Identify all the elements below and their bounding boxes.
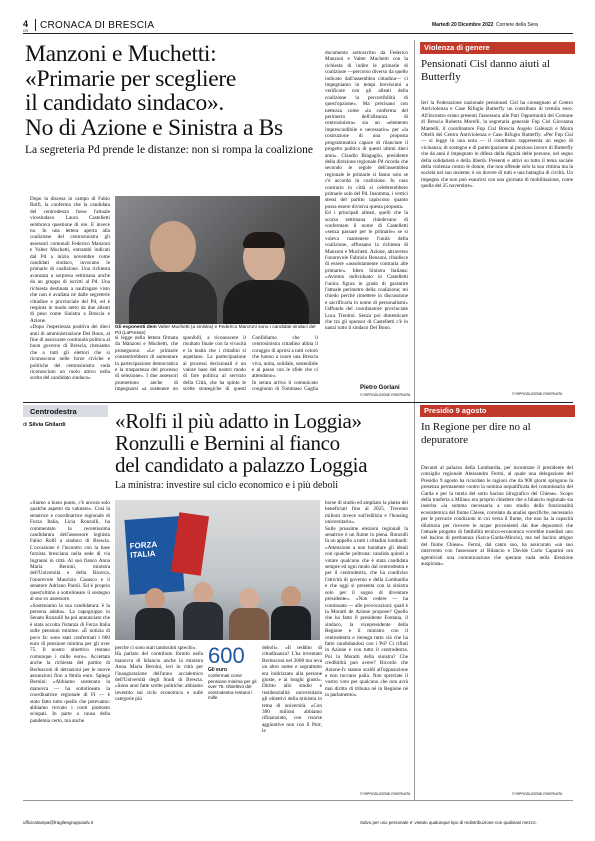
main-col-5: documento sottoscritto da Federico Manzoni e Valter Muchetti con la richiesta di indire le primarie di coalizione —percorso diverso da quello indicato dall'assemblea cittadina— ci impegniamo in tempi brevissimi a verificare con gli alleati della coalizione la percorribilità di quest'opzione». Ma precisano con nettezza come «la conferma del perimetro dell'alleanza di centrosinistra» sia un «elemento imprescindibile e necessario» per «la costruzione di una proposta programmatica capace di rilanciare il progetto politico di questi ultimi dieci anni». Claudio Bragaglio, presidente della direzione regionale Pd ricorda che secondo le regole dell'assemblea regionale le primarie si fanno solo se c'è accordo in coalizione. In caso contrario in città si celebrerebbero primarie solo del Pd. Insomma, i vertici stessi del partito capiscono quanto possa essere divisiva questa proposta. Ed i principali alleati, quelli che la scorsa settimana chiedevano di confermare il nome di Castelletti «senza passare per le primarie» se si voleva mantenere l'unità della coalizione, affossano la richiesta di Manzoni e Muchetti. Azione, attraverso l'onorevole Fabrizio Benzoni, ribadisce di essere «assolutamente contraria alle primarie». Idem Sinistra Italiana: «Avremo individuato in Castelletti l'unica figura in grado di garantire l'attuale perimetro della coalizione; mi chiedo perché rimettere in discussione e sacrificarla in nome di personalismi» l'affondo del coordinatore provinciale Luca Trentini. Senza poi dimenticare che tra gli sponsor di Castelletti c'è in nanzi tutto il sindaco Del Bono. <box>325 50 408 332</box>
caption-text: Valter Muchetti (a sinistra) e Federico Manzoni sono i candidati sindaci del Pd (LaPresse) <box>115 325 316 336</box>
main-copyright: © RIPRODUZIONE RISERVATA <box>360 393 411 397</box>
caption-bold: Gli esponenti dem <box>115 325 157 330</box>
footer-left: ufficiostampa@fragilesgruppoadv.it <box>23 820 93 825</box>
person-right-body <box>223 280 309 324</box>
person-right-hair <box>243 232 285 248</box>
second-col-3: deboli». «Il reddito di cittadinanza? L'ha inventato Berlusconi nel 2008 ma ieva un altro nome e soprattutto era indirizzato alla persone giuste, e ai luoghi giusti». Diritto allo studio e residenzialità universitaria gli obiettivi della ministra in tema di università. «Con 300 milioni abbiamo rifinanziato, con risorse aggiuntive non con il Pnrr, le <box>262 645 322 735</box>
main-photo <box>115 196 320 324</box>
byline-name: Silvia Ghilardi <box>28 422 66 428</box>
person-b <box>193 582 213 604</box>
stat-unit: Gli euro <box>208 667 227 673</box>
sidebar-top-copyright: © RIPRODUZIONE RISERVATA <box>512 392 563 396</box>
main-subhead: La segreteria Pd prende le distanze: non si rompa la coalizione <box>25 144 314 156</box>
main-col-4: Confidiamo che il centrosinistra cittadino abbia il coraggio di aprirsi a tutti coloro che hanno a cuore una Brescia viva, unita, solidale, sostenibile e al passo con le sfide che ci attendono». In serata arriva il comunicato congiunto di Tommaso Gaglia <box>252 335 318 393</box>
main-col-1: Dopo la discesa in campo di Fabio Rolfi, la conferma che la candidata del centrodestra fosse l'attuale vicesindaco Laura Castelletti sembrava questione di ore. E invece no. In una lettera aperta alla coalizione del centrosinistra gli assessori comunali Federico Manzoni e Valter Muchetti, entrambi indicati dal Pd a inizio novembre come candidati sindaco, invocano le primarie di coalizione. Una richiesta avanzata a sorpresa settimana anche da un gruppo di iscritti al Pd. Una richiesta destinata a naufragare visto che non è avallata né dalle segreterie cittadine e provinciale del Pd, ed è respinta in modo netto da due alleati di peso come Sinistra a Brescia e Azione. «Dopo l'esperienza positiva dei dieci anni di amministrazione Del Bono, al fine di assicurare continuità politica al buon governo di Brescia, riteniamo che a tutti gli elettori che si riconoscono nelle forze civiche e politiche del centrosinistra vada riconosciuto un ruolo attivo nella scelta del candidato sindaco» <box>30 196 110 382</box>
sidebar-bottom-body: Davanti al palazzo della Lombardia, per incontrare il presidente del consiglio regionale Alessandro Fermi, al quale una delegazione del Presidio 9 agosto ha ricordato le ragioni che da 900 giorni spingono la presenza permanente contro la nomina inqualificata del commissario del Garda e per la tutela del sotto bacino idrografico del Chiese». Scopo della trasferta a Milano era proprio chiedere che a bilancio regionale sia inserita «la somma necessaria a uno studio della funzionalità ecosistemica del fiume Chiese, correlato da analisi specifiche, necessario per le precarie condizioni in cui versa il fiume, che non ha la capacità diluitoria per ricevere le acque provenienti dai due depuratori che l'attuale progetto di fattibilità tecnico-economica vorrebbe insediati uno nel bacino di pertinenza (Sarca-Garda-Mincio), ma nel bacino attiguo del fiume Chiese». Fermi, dal canto suo, ha assicurato «un suo intervento con l'assessore al Bilancio e Davide Carlo Caparini ora agentivisti una comunicazione che sperano vada nella direzione auspicata». <box>421 465 573 568</box>
person-c <box>239 588 259 610</box>
second-byline <box>23 422 66 428</box>
person-b-body <box>183 602 223 640</box>
person-d-body <box>271 606 311 640</box>
sidebar-top-body: Ieri la Federazione nazionale pensionati Cisl ha consegnato al Centro Antiviolenza e Case Rifugio Butterfly un contributo di tremila euro. All'incontro erano presenti l'assessora alle Pari Opportunità del Comune di Brescia Roberta Morelli, la segretaria generale Fnp Cisl Giovanna Mantelli, il coordinatore Fnp Cisl Brescia Angelo Galeazzi e Moira Ottelli del Centro Antiviolenza e Case Rifugio Butterfly. «Per Fnp Cisl — si legge in una nota — il contributo rappresenta un segno di vicinanza, di sostegno e di partecipazione al prezioso lavoro di Butterfly che da anni è impegnato in difesa della dignità delle persone, nel segno della solidarietà e della libertà. Presenti e attivi su tutto il tema sociale della violenza contro le donne, che non offende solo la sua vittima ma la società nel suo insieme, è un dovere di tutti e una battaglia di civiltà. Un impegno che non può esaurirsi con una giornata di mobilitazione, come quella del 25 novembre». <box>421 100 573 190</box>
masthead-rule <box>23 33 573 34</box>
second-col-4: borse di studio ed ampliato la platea dei beneficiari fino al 2025. Trecento milioni invece sull'edilizia e l'housing universitario». Sulle prossime elezioni regionali la senatrice è un fiume in piena. Ronzulli fa un appello a tutti i cittadini lombardi: «Attenzione a non barattare gli ideali con qualche poltrona: candida quindi a votare qualcuno che è stata candidata sempre ed ogni modo dal centrodestra e per il centrodestra, che ha condiviso l'attività di governo e della Lombardia e che oggi si presenta con la sinistra solo per il sogno di diventare presidente». «Non cedere — ha continuato — alle provocazioni: quali è la Moratti de Azione propone? Quello che ha fatto il presidente Fontana, il sindaco, la vicepresidente della Regione e il ministro con il centrodestra e rinnega tutto ciò che ha fatto candidandosi con i Pd? Ci rifiuti in Azione e con tutto il centrodestra. Poi la Moratti della sinistra? Che credibilità può avere? Ricordo che Azione-Iv stanno scaldi all'opposizione e non toccano palla. Non spreciate il vostro voto per qualcuno che non avrà mai diritto di tribuna né in Regione né in parlamento». <box>325 500 408 699</box>
main-col-2: si legge nella lettera firmata da Manzoni e Muchetti, che proseguono: «Le primarie consentirebbero di aumentare la partecipazione democratica e la trasparenza del processo di selezione». I due assessori promettono anche di impegnarsi «a sostenere un <box>115 335 178 393</box>
sidebar-top-kicker: Violenza di genere <box>420 42 575 54</box>
sidebar-bottom-headline: In Regione per dire no al depuratore <box>421 421 531 446</box>
footer-rule <box>23 800 573 801</box>
main-col-3: sponibili, a riconoscere il risultato finale con la vivacità e la lealtà che i cittadini si aspettano. La partecipazione ai processi decisionali è un valore base del nostro modo di fare politica al servizio della Città, che ha spinto le scelte strategiche di questi <box>183 335 246 393</box>
sidebar-top-headline: Pensionati Cisl danno aiuti al Butterfly <box>421 58 550 83</box>
mid-rule <box>23 402 573 403</box>
person-d <box>281 586 301 608</box>
page-sub: CR <box>23 29 29 33</box>
paper-name: Corriere della Sera <box>496 22 538 28</box>
stat-box <box>208 645 258 705</box>
main-headline: Manzoni e Muchetti: «Primarie per scegliere il candidato sindaco». No di Azione e Sinistra a Bs <box>25 41 283 141</box>
second-col-1: «Siamo a buon punto, c'è ancora solo qualche aspetto da valutare». Così la senatrice e coordinatrice regionale di Forza Italia, Licia Ronzulli, ha commentato la recentissima candidatura dell'assessore leghista Fabio Rolfi a sindaco di Brescia. L'occasione è l'incontro con la base forzista bresciana nella sede di via Ingranni in città. Al suo fianco Anna Maria Bernini, ministra dell'Università e della Ricerca, l'onorevole Maurizio Casasco e il senatore Adriano Paroli. Ed è proprio quest'ultimo a sottolineare il sostegno al suo ex assessore. «Sosteniamo la sua candidatura: è la persona adatta». La capogruppo in Senato Ronzulli ha poi annunciato che è stata accolta l'istanza di Forza Italia sulle pensioni minime. «È notizia di poco fa: sono stati confermati i 600 euro di pensione minima per gli over 75. Il nostro obiettivo restano comunque i mille euro». Accettata anche la richiesta del partito di Berlusconi di detrazioni per le nuove assunzioni fino a 8mila euro. Spiega Bernini: «Abbiamo sostenuto la manovra — ha sottolineato la coordinatrice regionale di FI — è stato fatto tutto quello che potevamo: abbiamo trovato i conti piuttosto sciupati. In parte a causa della pandemia certo, ma anche <box>30 500 110 724</box>
byline-prefix: di <box>23 422 28 428</box>
person-c-body <box>229 608 269 640</box>
second-section-label-text: Centrodestra <box>30 407 77 416</box>
person-left <box>150 221 196 273</box>
sidebar-bottom-copyright: © RIPRODUZIONE RISERVATA <box>512 792 563 796</box>
second-subhead: La ministra: investire sul ciclo economico e i più deboli <box>115 480 338 491</box>
issue-date: Martedì 20 Dicembre 2022 <box>432 22 494 28</box>
second-col-2: perché ci sono stati tantissimi sprechi». Ha parlato del contributo fornito nella manovra di bilancio anche la ministra Anna Maria Bernini, ieri in città per l'inaugurazione dell'anno accademico dell'Università degli Studi di Brescia. «Sono anni fatte scelte politiche: abbiamo investito sul ciclo economico e sulle categorie più <box>115 645 203 703</box>
main-byline: Pietro Gorlani <box>360 385 400 391</box>
person-a <box>145 588 165 610</box>
second-copyright: © RIPRODUZIONE RISERVATA <box>360 792 411 796</box>
page-number: 4 <box>23 19 29 29</box>
second-headline: «Rolfi il più adatto in Loggia» Ronzulli e Bernini al fianco del candidato a palazzo Loggia <box>115 409 368 477</box>
flag-banner-text: FORZA ITALIA <box>129 539 158 560</box>
second-photo <box>115 500 320 640</box>
stat-number: 600 <box>208 643 245 668</box>
section-divider <box>35 19 36 31</box>
stat-text: confermati come pensione minima per gli over 75. Obiettivo del centrodestra restano i mille <box>208 673 257 700</box>
sidebar-bottom-kicker: Presidio 9 agosto <box>420 405 575 417</box>
footer-right: Salvo per uso personale e' vietato qualunque tipo di redistribuzione con qualsiasi mezzo. <box>360 820 537 825</box>
person-left-body <box>129 272 217 324</box>
section-title: CRONACA DI BRESCIA <box>40 20 155 31</box>
sidebar-divider <box>414 40 415 800</box>
person-a-body <box>135 608 175 640</box>
